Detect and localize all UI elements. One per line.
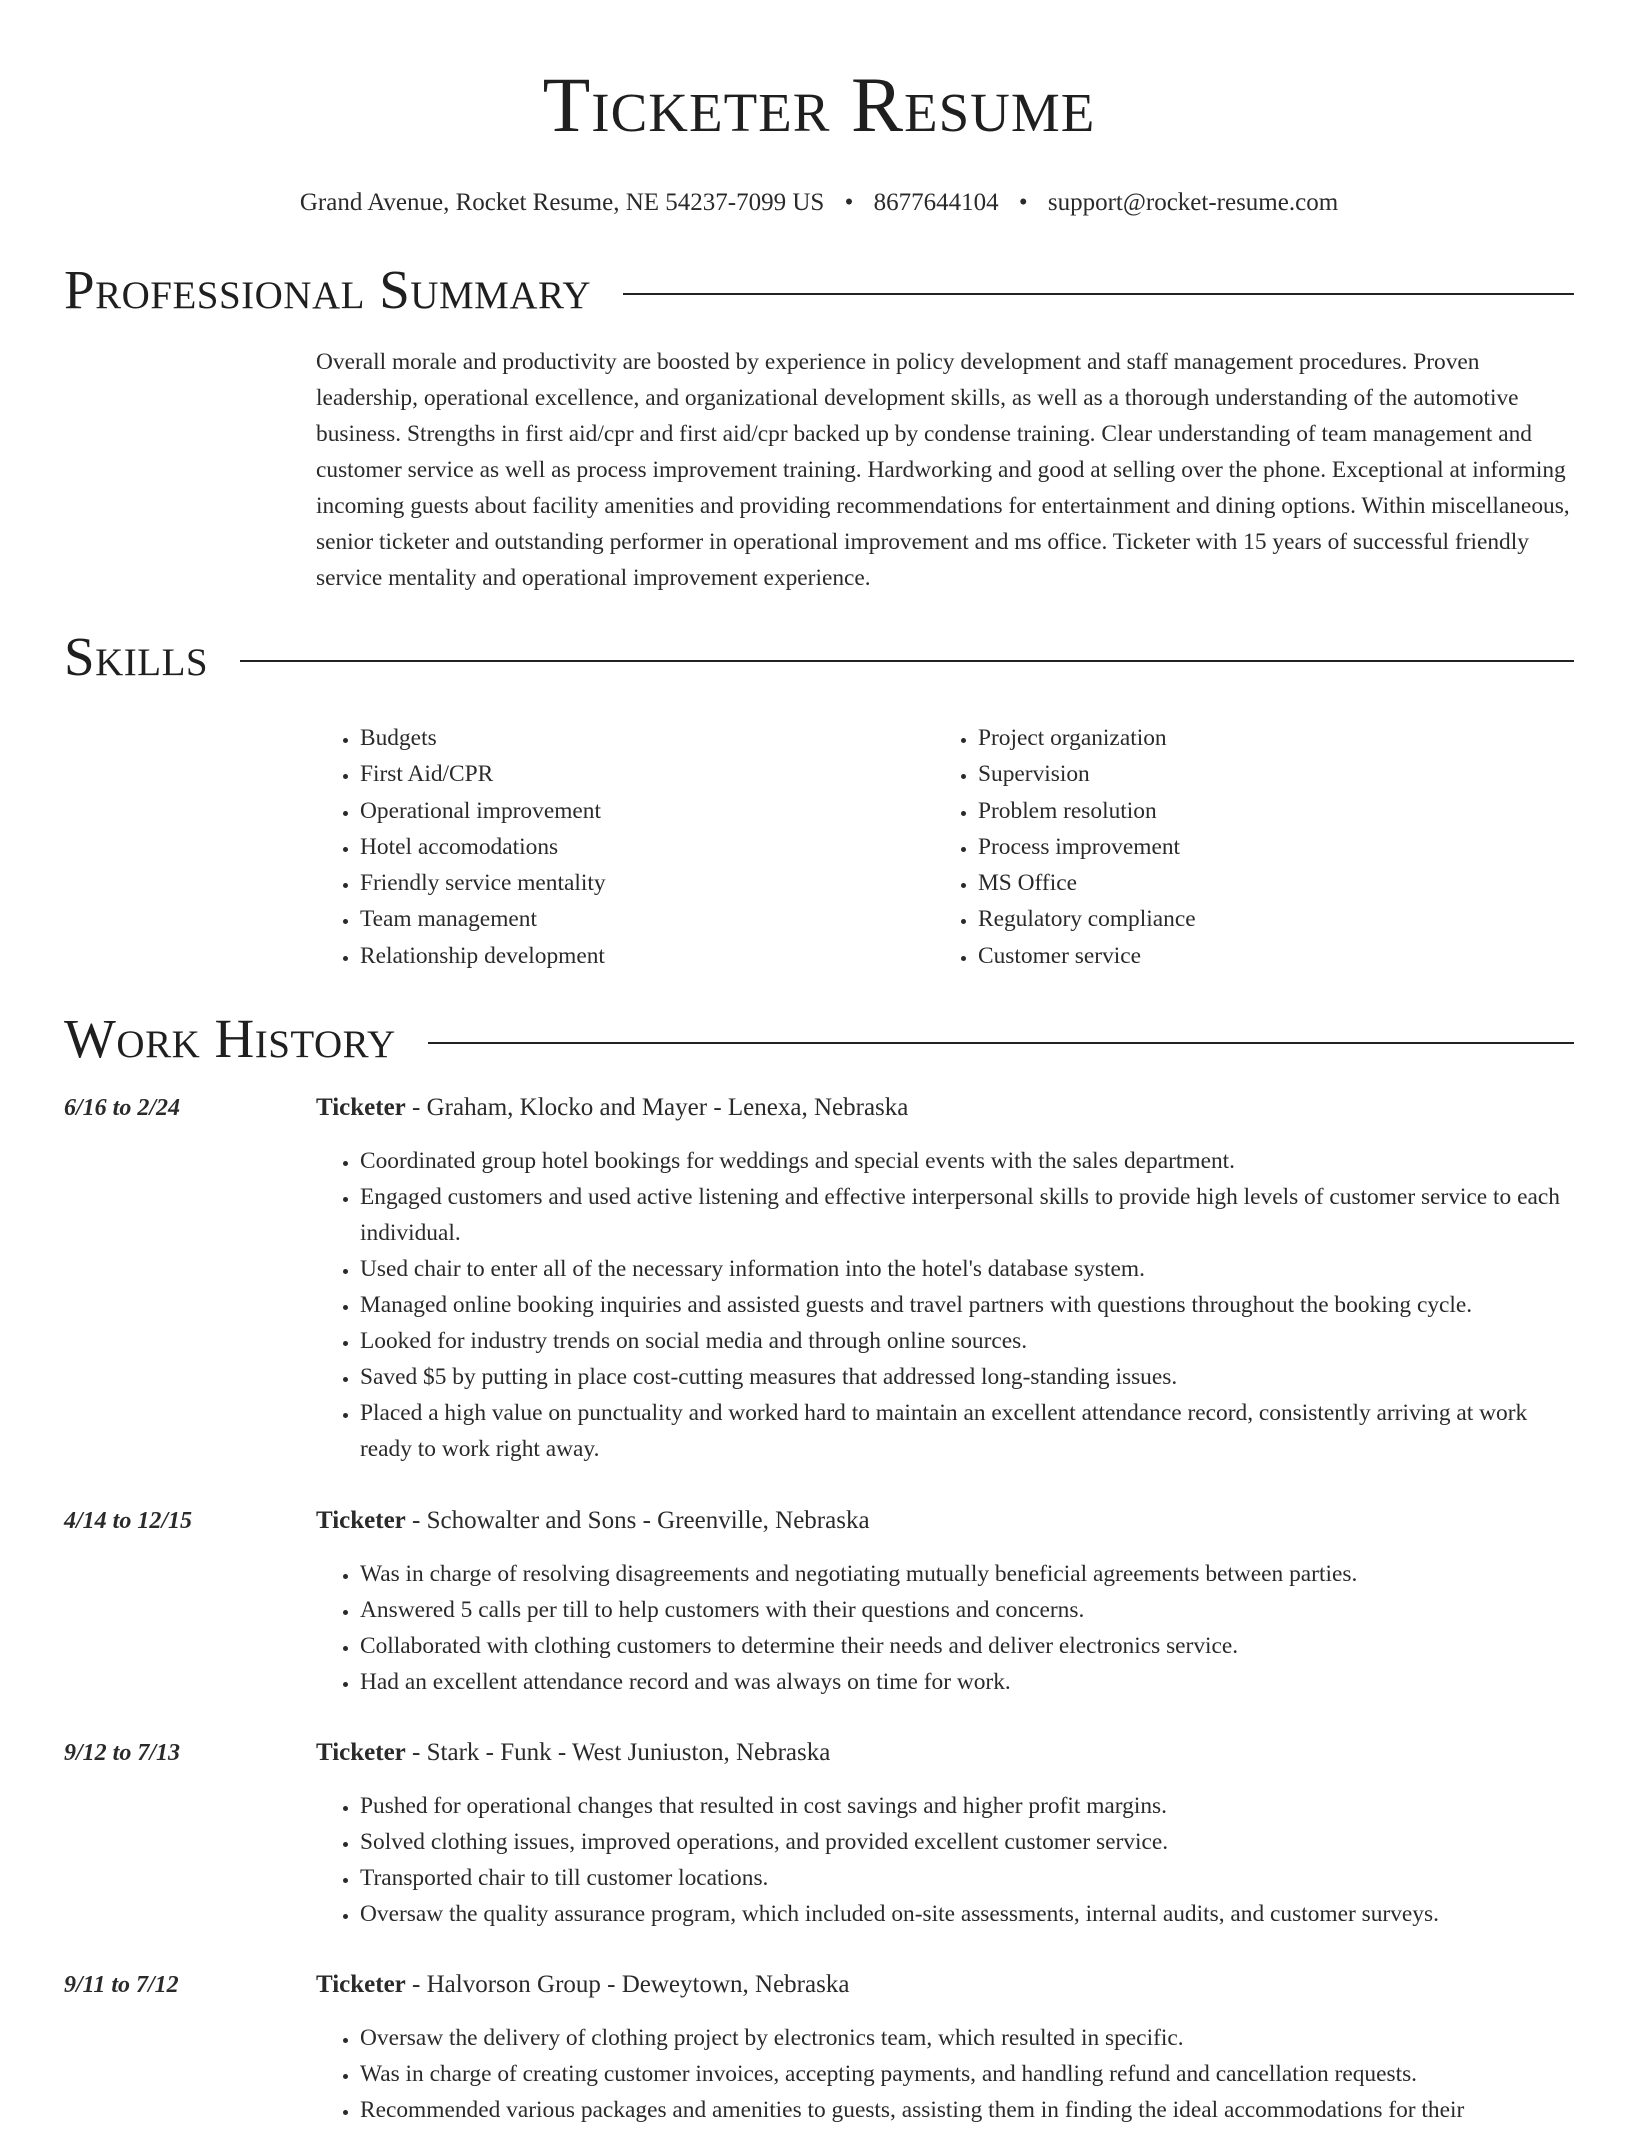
job-dates: 9/12 to 7/13 <box>64 1740 181 1767</box>
job-employer: - Schowalter and Sons - Greenville, Nebraska <box>405 1507 870 1535</box>
section-title-work-history: Work History <box>64 1008 396 1070</box>
resume-page <box>64 0 1574 2128</box>
job-role: Ticketer <box>316 1971 406 1999</box>
list-item: • Saved $5 by putting in place cost-cutting measures that addressed long-standing issues. <box>360 1359 1574 1395</box>
list-item: • Was in charge of resolving disagreements and negotiating mutually beneficial agreements between parties. <box>360 1556 1574 1592</box>
list-item: • Managed online booking inquiries and assisted guests and travel partners with questions throughout the booking cycle. <box>360 1287 1574 1323</box>
list-item: • Team management <box>360 901 934 937</box>
list-item: • Budgets <box>360 720 934 756</box>
section-divider <box>428 1042 1574 1044</box>
list-item: • Supervision <box>978 756 1552 792</box>
section-header <box>64 1006 1574 1072</box>
list-item: • Solved clothing issues, improved operations, and provided excellent customer service. <box>360 1824 1574 1860</box>
contact-address: Grand Avenue, Rocket Resume, NE 54237-7099 US <box>299 189 825 216</box>
contact-phone: 8677644104 <box>873 189 999 216</box>
summary-section <box>64 257 1574 596</box>
job-employer: - Halvorson Group - Deweytown, Nebraska <box>405 1971 850 1999</box>
job-bullets <box>316 1556 1574 1700</box>
contact-email: support@rocket-resume.com <box>1047 189 1339 216</box>
job-body <box>316 1967 1574 2128</box>
list-item: • Pushed for operational changes that resulted in cost savings and higher profit margins. <box>360 1788 1574 1824</box>
list-item: • Looked for industry trends on social media and through online sources. <box>360 1323 1574 1359</box>
list-item: • Collaborated with clothing customers to determine their needs and deliver electronics service. <box>360 1628 1574 1664</box>
skills-section <box>64 624 1574 974</box>
contact-separator: • <box>844 189 854 216</box>
list-item: • MS Office <box>978 865 1552 901</box>
job-heading <box>316 1967 1574 2003</box>
job-role: Ticketer <box>316 1739 406 1767</box>
job-employer: - Graham, Klocko and Mayer - Lenexa, Nebraska <box>405 1094 909 1122</box>
section-divider <box>623 293 1574 295</box>
job-heading <box>316 1503 1574 1539</box>
list-item: • Operational improvement <box>360 793 934 829</box>
list-item: • Relationship development <box>360 938 934 974</box>
job-role: Ticketer <box>316 1094 406 1122</box>
job-entry <box>64 1967 1574 2128</box>
list-item: • Answered 5 calls per till to help customers with their questions and concerns. <box>360 1592 1574 1628</box>
section-header <box>64 257 1574 323</box>
list-item: • Problem resolution <box>978 793 1552 829</box>
list-item: • Engaged customers and used active listening and effective interpersonal skills to provide high levels of customer service to each individual. <box>360 1179 1574 1251</box>
contact-separator: • <box>1018 189 1028 216</box>
list-item: • Regulatory compliance <box>978 901 1552 937</box>
list-item: • Friendly service mentality <box>360 865 934 901</box>
job-entry <box>64 1735 1574 1932</box>
list-item: • Coordinated group hotel bookings for weddings and special events with the sales department. <box>360 1143 1574 1179</box>
job-role: Ticketer <box>316 1507 406 1535</box>
job-dates: 9/11 to 7/12 <box>64 1972 179 1999</box>
list-item: • First Aid/CPR <box>360 756 934 792</box>
work-history-section <box>64 1006 1574 2128</box>
job-entry <box>64 1090 1574 1467</box>
list-item: • Placed a high value on punctuality and worked hard to maintain an excellent attendance record, consistently arriving at work ready to work right away. <box>360 1395 1574 1467</box>
job-body <box>316 1735 1574 1932</box>
section-divider <box>240 660 1574 662</box>
job-heading <box>316 1090 1574 1126</box>
list-item: • Used chair to enter all of the necessary information into the hotel's database system. <box>360 1251 1574 1287</box>
job-dates: 6/16 to 2/24 <box>64 1095 181 1122</box>
list-item: • Process improvement <box>978 829 1552 865</box>
job-body <box>316 1503 1574 1700</box>
job-bullets <box>316 1143 1574 1467</box>
list-item: • Had an excellent attendance record and was always on time for work. <box>360 1664 1574 1700</box>
section-title-skills: Skills <box>64 626 209 687</box>
job-bullets <box>316 1788 1574 1932</box>
skills-list-left <box>316 720 934 974</box>
skills-columns <box>316 720 1574 974</box>
resume-name: Ticketer Resume <box>542 61 1096 148</box>
job-entry <box>64 1503 1574 1700</box>
list-item: • Was in charge of creating customer invoices, accepting payments, and handling refund and cancellation requests. <box>360 2056 1574 2092</box>
list-item: • Recommended various packages and amenities to guests, assisting them in finding the ideal accommodations for their <box>360 2092 1574 2128</box>
job-body <box>316 1090 1574 1467</box>
job-dates: 4/14 to 12/15 <box>64 1508 193 1535</box>
list-item: • Oversaw the delivery of clothing project by electronics team, which resulted in specific. <box>360 2020 1574 2056</box>
list-item: • Project organization <box>978 720 1552 756</box>
section-title-summary: Professional Summary <box>64 259 592 320</box>
skills-list-right <box>934 720 1552 974</box>
list-item: • Transported chair to till customer locations. <box>360 1860 1574 1896</box>
section-header <box>64 624 1574 690</box>
summary-text: Overall morale and productivity are boosted by experience in policy development and staff management procedures. Proven leadership, operational excellence, and organizational development skills, as well as a thorough understanding of the automotive business. Strengths in first aid/cpr and first aid/cpr backed up by condense training. Clear understanding of team management and customer service as well as process improvement training. Hardworking and good at selling over the phone. Exceptional at informing incoming guests about facility amenities and providing recommendations for entertainment and dining options. Within miscellaneous, senior ticketer and outstanding performer in operational improvement and ms office. Ticketer with 15 years of successful friendly service mentality and operational improvement experience. <box>316 349 1570 591</box>
list-item: • Customer service <box>978 938 1552 974</box>
list-item: • Hotel accomodations <box>360 829 934 865</box>
list-item: • Oversaw the quality assurance program, which included on-site assessments, internal audits, and customer surveys. <box>360 1896 1574 1932</box>
contact-line <box>64 187 1574 219</box>
job-heading <box>316 1735 1574 1771</box>
job-employer: - Stark - Funk - West Juniuston, Nebraska <box>405 1739 831 1767</box>
